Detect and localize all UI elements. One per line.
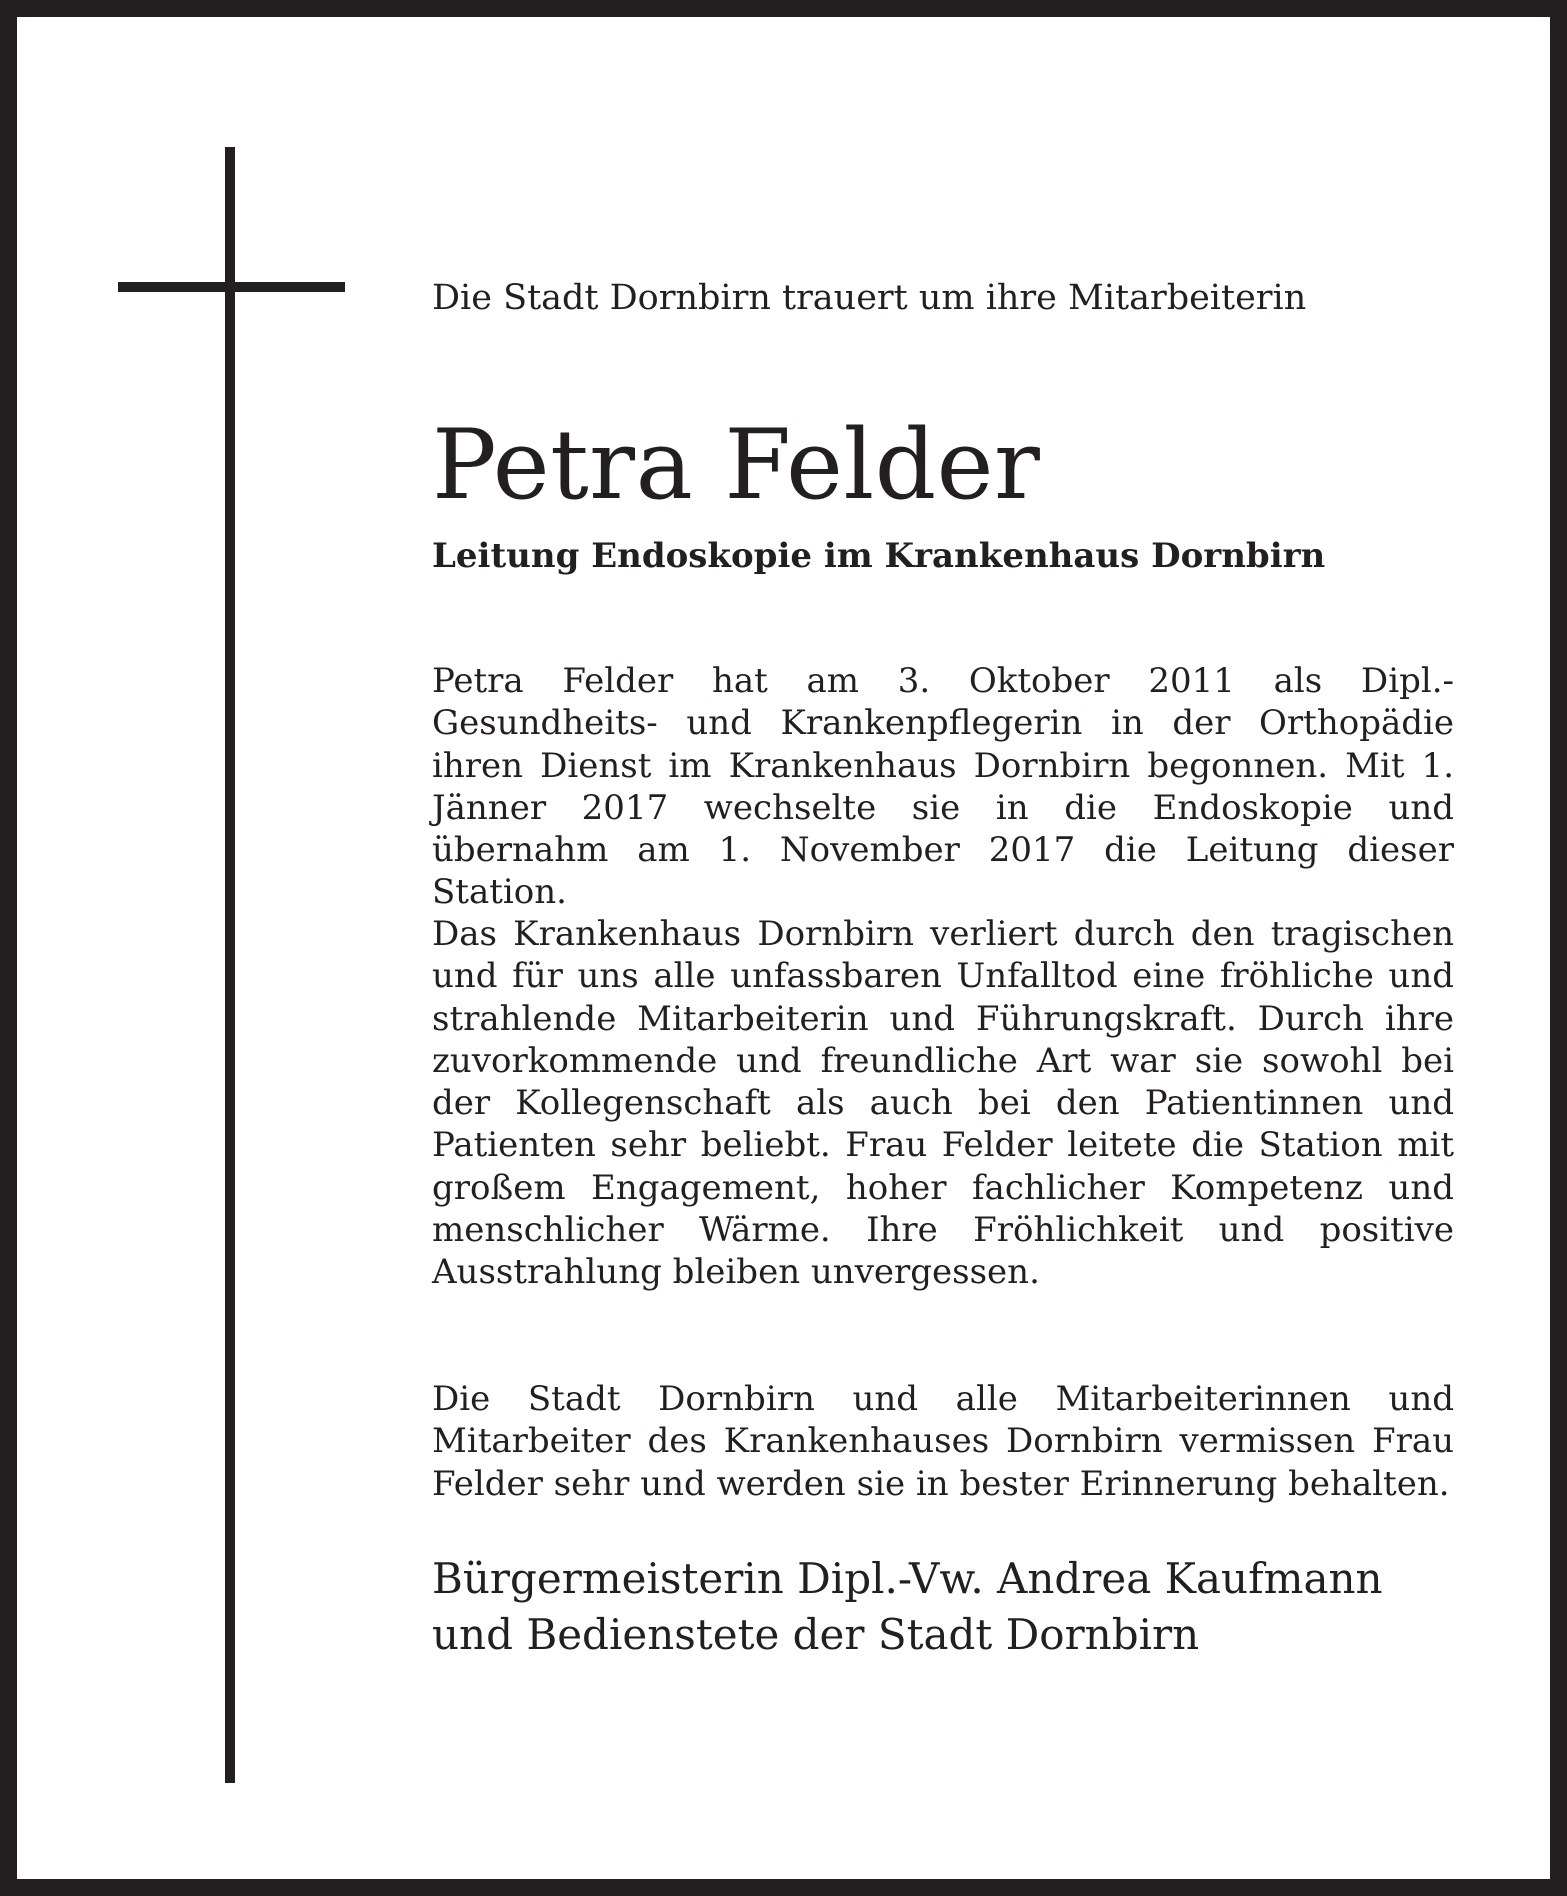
deceased-name: Petra Felder (432, 409, 1041, 521)
cross-icon-horizontal-bar (118, 282, 345, 292)
signature-line-1: Bürgermeisterin Dipl.-Vw. Andrea Kaufmann (432, 1554, 1383, 1603)
signature-line-2: und Bedienstete der Stadt Dornbirn (432, 1610, 1200, 1659)
signature-block (432, 1551, 1383, 1663)
paragraph-farewell: Die Stadt Dornbirn und alle Mitarbeiterinnen und Mitarbeiter des Krankenhauses Dornbirn vermissen Frau Felder sehr und werden sie in bester Erinnerung behalten. (432, 1379, 1454, 1504)
paragraph-tribute: Das Krankenhaus Dornbirn verliert durch den tragischen und für uns alle unfassbaren Unfalltod eine fröhliche und strahlende Mitarbeiterin und Führungskraft. Durch ihre zuvorkommende und freundliche Art war sie sowohl bei der Kollegenschaft als auch bei den Patientinnen und Patienten sehr beliebt. Frau Felder leitete die Station mit großem Engagement, hoher fachlicher Kompetenz und menschlicher Wärme. Ihre Fröhlichkeit und positive Ausstrahlung bleiben unvergessen. (432, 914, 1454, 1293)
deceased-role: Leitung Endoskopie im Krankenhaus Dornbirn (432, 536, 1326, 576)
cross-icon-vertical-bar (225, 147, 235, 1783)
paragraph-career: Petra Felder hat am 3. Oktober 2011 als Dipl.-Gesundheits- und Krankenpflegerin in der Orthopädie ihren Dienst im Krankenhaus Dornbirn begonnen. Mit 1. Jänner 2017 wechselte sie in die Endoskopie und übernahm am 1. November 2017 die Leitung dieser Station. (432, 661, 1454, 913)
intro-line: Die Stadt Dornbirn trauert um ihre Mitarbeiterin (432, 278, 1307, 318)
